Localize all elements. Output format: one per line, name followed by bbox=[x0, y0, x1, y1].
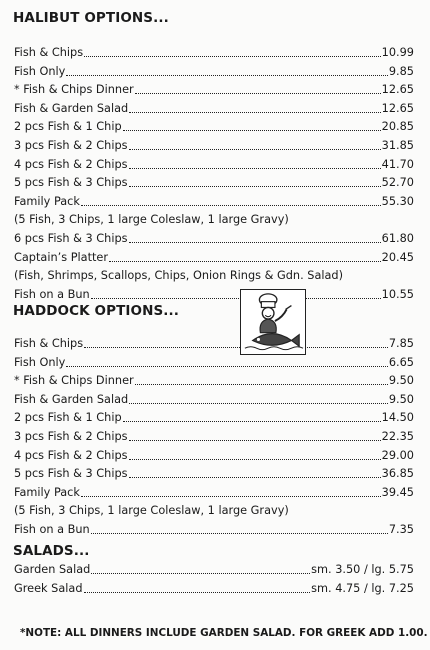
dot-leader bbox=[123, 121, 381, 133]
menu-item bbox=[14, 409, 414, 427]
menu-item-price: 9.85 bbox=[388, 64, 414, 78]
menu-item-price: 7.85 bbox=[388, 337, 414, 350]
menu-item-name: * Fish & Chips Dinner bbox=[14, 374, 134, 388]
menu-item bbox=[14, 118, 414, 136]
salads-section-title: SALADS... bbox=[13, 543, 90, 559]
menu-item-name: Fish & Garden Salad bbox=[14, 392, 129, 406]
menu-item-name: Garden Salad bbox=[14, 563, 91, 576]
dot-leader bbox=[66, 357, 388, 369]
menu-item-name: Family Pack bbox=[14, 485, 80, 499]
dot-leader bbox=[66, 66, 388, 78]
menu-item bbox=[14, 156, 414, 174]
menu-item-price: 20.85 bbox=[381, 120, 414, 134]
menu-item-price: 52.70 bbox=[381, 176, 414, 190]
menu-item bbox=[14, 354, 414, 372]
dot-leader bbox=[84, 47, 381, 59]
dot-leader bbox=[135, 375, 388, 387]
menu-item-name: 2 pcs Fish & 1 Chip bbox=[14, 411, 122, 425]
menu-item-price: 31.85 bbox=[381, 139, 414, 152]
menu-item-price: sm. 3.50 / lg. 5.75 bbox=[311, 563, 414, 576]
dinner-note: *NOTE: ALL DINNERS INCLUDE GARDEN SALAD. FOR GREEK ADD 1.00. bbox=[20, 627, 428, 639]
menu-item-price: 55.30 bbox=[381, 194, 414, 208]
menu-item-name: Captain’s Platter bbox=[14, 250, 109, 264]
menu-item-price: 14.50 bbox=[381, 411, 414, 425]
menu-item-price: 22.35 bbox=[381, 430, 414, 443]
dot-leader bbox=[81, 487, 381, 499]
dot-leader bbox=[129, 468, 381, 480]
menu-item-price: 12.65 bbox=[381, 101, 414, 115]
menu-item bbox=[14, 193, 414, 211]
menu-item bbox=[14, 81, 414, 99]
menu-item bbox=[14, 447, 414, 465]
menu-item-name: Fish & Garden Salad bbox=[14, 101, 129, 115]
menu-item bbox=[14, 137, 414, 155]
menu-item bbox=[14, 174, 414, 192]
menu-item-name: Fish & Chips bbox=[14, 46, 84, 59]
menu-item-name: 4 pcs Fish & 2 Chips bbox=[14, 448, 128, 462]
menu-item bbox=[14, 561, 414, 579]
dot-leader bbox=[129, 140, 381, 152]
dot-leader bbox=[129, 394, 388, 406]
menu-item-price: 12.65 bbox=[381, 83, 414, 97]
dot-leader bbox=[91, 289, 381, 301]
menu-item-price: 61.80 bbox=[381, 232, 414, 245]
menu-item bbox=[14, 580, 414, 598]
menu-item-price: 6.65 bbox=[388, 355, 414, 369]
menu-item-name: Fish on a Bun bbox=[14, 287, 90, 301]
menu-item-name: Fish & Chips bbox=[14, 337, 84, 350]
menu-item-name: Fish Only bbox=[14, 355, 66, 369]
menu-item-price: 39.45 bbox=[381, 485, 414, 499]
menu-item bbox=[14, 100, 414, 118]
menu-item bbox=[14, 372, 414, 390]
menu-item-price: 7.35 bbox=[388, 523, 414, 536]
menu-item bbox=[14, 484, 414, 502]
item-note: (5 Fish, 3 Chips, 1 large Coleslaw, 1 large Gravy) bbox=[14, 504, 289, 518]
menu-item-name: 5 pcs Fish & 3 Chips bbox=[14, 176, 128, 190]
menu-item-price: 10.99 bbox=[381, 46, 414, 59]
dot-leader bbox=[129, 233, 381, 245]
chef-on-fish-icon bbox=[240, 289, 306, 355]
menu-item-name: 3 pcs Fish & 2 Chips bbox=[14, 139, 128, 152]
menu-item-name: 4 pcs Fish & 2 Chips bbox=[14, 157, 128, 171]
menu-item-price: 9.50 bbox=[388, 392, 414, 406]
dot-leader bbox=[84, 583, 311, 595]
menu-item bbox=[14, 465, 414, 483]
haddock-section-title: HADDOCK OPTIONS... bbox=[13, 303, 179, 319]
menu-item bbox=[14, 391, 414, 409]
dot-leader bbox=[129, 159, 381, 171]
item-note: (Fish, Shrimps, Scallops, Chips, Onion Rings & Gdn. Salad) bbox=[14, 269, 344, 283]
menu-item-name: * Fish & Chips Dinner bbox=[14, 83, 134, 97]
dot-leader bbox=[109, 252, 381, 264]
menu-item bbox=[14, 335, 414, 353]
dot-leader bbox=[91, 564, 310, 576]
dot-leader bbox=[129, 431, 381, 443]
dot-leader bbox=[81, 196, 381, 208]
halibut-section-title: HALIBUT OPTIONS... bbox=[13, 10, 169, 26]
menu-item-name: Greek Salad bbox=[14, 581, 83, 595]
menu-item-name: 5 pcs Fish & 3 Chips bbox=[14, 467, 128, 481]
menu-item-price: 10.55 bbox=[381, 287, 414, 301]
menu-item-price: sm. 4.75 / lg. 7.25 bbox=[311, 581, 414, 595]
dot-leader bbox=[123, 412, 381, 424]
menu-item bbox=[14, 428, 414, 446]
menu-item-name: Fish Only bbox=[14, 64, 66, 78]
menu-item bbox=[14, 286, 414, 304]
dot-leader bbox=[129, 103, 380, 115]
dot-leader bbox=[91, 524, 388, 536]
menu-item-price: 29.00 bbox=[381, 448, 414, 462]
menu-item bbox=[14, 44, 414, 62]
menu-item-name: Family Pack bbox=[14, 194, 80, 208]
dot-leader bbox=[84, 338, 388, 350]
dot-leader bbox=[135, 84, 381, 96]
dot-leader bbox=[129, 450, 381, 462]
menu-item bbox=[14, 63, 414, 81]
dot-leader bbox=[129, 177, 381, 189]
menu-item bbox=[14, 230, 414, 248]
menu-item-price: 20.45 bbox=[381, 250, 414, 264]
menu-item-name: 3 pcs Fish & 2 Chips bbox=[14, 430, 128, 443]
menu-item-price: 9.50 bbox=[388, 374, 414, 388]
menu-item-price: 36.85 bbox=[381, 467, 414, 481]
item-note: (5 Fish, 3 Chips, 1 large Coleslaw, 1 large Gravy) bbox=[14, 213, 289, 227]
menu-item-name: 2 pcs Fish & 1 Chip bbox=[14, 120, 122, 134]
menu-item-name: Fish on a Bun bbox=[14, 523, 90, 536]
menu-item-name: 6 pcs Fish & 3 Chips bbox=[14, 232, 128, 245]
menu-item-price: 41.70 bbox=[381, 157, 414, 171]
menu-item bbox=[14, 249, 414, 267]
menu-item bbox=[14, 521, 414, 539]
